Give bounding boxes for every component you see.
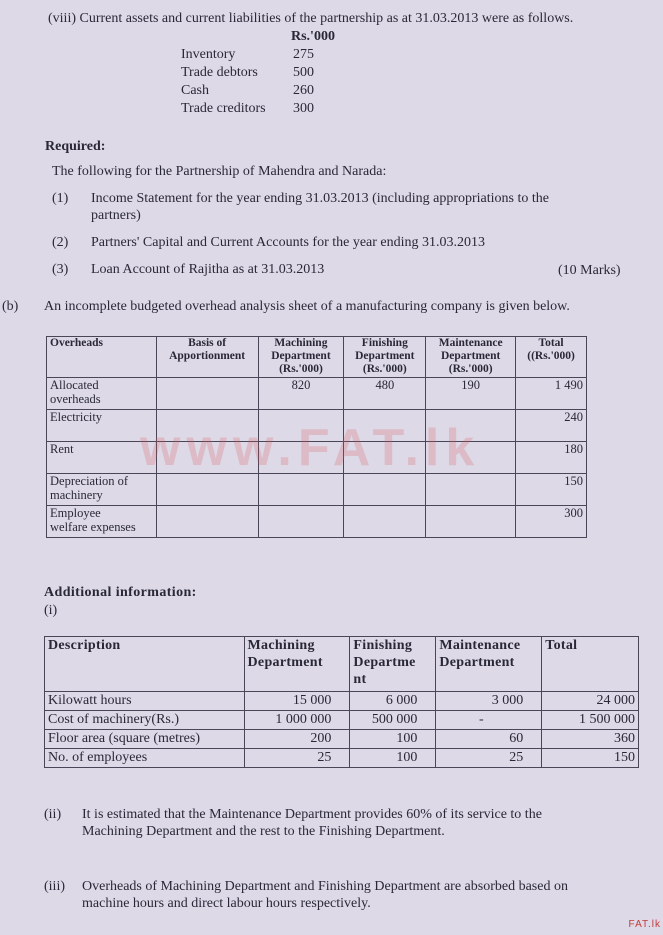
machining-cell: 820: [258, 378, 344, 410]
finishing-cell: 100: [350, 730, 436, 749]
requirement-number: (1): [52, 191, 69, 206]
part-b-text: An incomplete budgeted overhead analysis sheet of a manufacturing company is given below.: [44, 299, 570, 314]
current-asset-value: 500: [293, 65, 314, 80]
column-header: [516, 337, 587, 378]
header-text: Department: [247, 655, 323, 670]
column-header: [45, 637, 245, 692]
current-asset-label: Trade debtors: [181, 65, 258, 80]
finishing-cell: 6 000: [350, 692, 436, 711]
total-cell: 300: [516, 506, 587, 538]
requirement-1-line2: partners): [91, 208, 141, 223]
maintenance-cell: 3 000: [436, 692, 542, 711]
additional-info-table: [44, 636, 639, 768]
item-ii-line2: Machining Department and the rest to the Finishing Department.: [82, 824, 445, 839]
header-text: Department: [271, 350, 331, 362]
table-row: [47, 474, 587, 506]
item-iii-line1: Overheads of Machining Department and Finishing Department are absorbed based on: [82, 879, 568, 894]
corner-watermark: FAT.lk: [628, 919, 661, 930]
header-text: Overheads: [50, 337, 104, 349]
header-text: (Rs.'000): [362, 363, 407, 375]
item-iii-label: (iii): [44, 879, 65, 894]
header-text: (Rs.'000): [279, 363, 323, 375]
required-intro: The following for the Partnership of Mahendra and Narada:: [52, 164, 387, 179]
item-ii-line1: It is estimated that the Maintenance Department provides 60% of its service to the: [82, 807, 542, 822]
header-text: Department: [355, 350, 415, 362]
finishing-cell: 480: [344, 378, 426, 410]
finishing-cell: 500 000: [350, 711, 436, 730]
watermark: www.FAT.lk: [140, 419, 481, 477]
header-text: ((Rs.'000): [527, 350, 575, 362]
header-text: Basis of: [188, 337, 227, 349]
maintenance-cell: 190: [426, 378, 516, 410]
part-b-label: (b): [2, 299, 19, 314]
header-text: Apportionment: [169, 350, 246, 362]
header-text: Finishing: [353, 638, 413, 653]
marks-label: (10 Marks): [558, 263, 621, 278]
table-row: [45, 692, 639, 711]
basis-cell: [156, 474, 258, 506]
current-asset-row: [181, 64, 341, 82]
machining-cell: 200: [244, 730, 350, 749]
header-text: Description: [48, 638, 121, 653]
description-cell: Floor area (square (metres): [45, 730, 245, 749]
current-assets-header: Rs.'000: [291, 29, 335, 44]
item-iii-line2: machine hours and direct labour hours respectively.: [82, 896, 371, 911]
column-header: [258, 337, 344, 378]
overhead-label: Depreciation of machinery: [47, 474, 157, 506]
header-text: Maintenance: [439, 638, 521, 653]
maintenance-cell: [426, 474, 516, 506]
overhead-label: Rent: [47, 442, 157, 474]
column-header: [344, 337, 426, 378]
description-cell: Kilowatt hours: [45, 692, 245, 711]
total-cell: 1 500 000: [542, 711, 639, 730]
current-asset-row: [181, 100, 341, 118]
machining-cell: [258, 474, 344, 506]
description-cell: Cost of machinery(Rs.): [45, 711, 245, 730]
column-header: [436, 637, 542, 692]
column-header: [350, 637, 436, 692]
total-cell: 240: [516, 410, 587, 442]
current-asset-value: 300: [293, 101, 314, 116]
current-asset-label: Cash: [181, 83, 209, 98]
current-asset-row: [181, 82, 341, 100]
machining-cell: 1 000 000: [244, 711, 350, 730]
header-text: Machining: [274, 337, 328, 349]
total-cell: 150: [516, 474, 587, 506]
table-row: [45, 730, 639, 749]
requirement-3-text: Loan Account of Rajitha as at 31.03.2013: [91, 262, 325, 277]
total-cell: 1 490: [516, 378, 587, 410]
table-header-row: [45, 637, 639, 692]
maintenance-cell: 25: [436, 749, 542, 768]
machining-cell: 15 000: [244, 692, 350, 711]
machining-cell: [258, 506, 344, 538]
basis-cell: [156, 378, 258, 410]
column-header: [47, 337, 157, 378]
requirement-number: (3): [52, 262, 69, 277]
maintenance-cell: 60: [436, 730, 542, 749]
header-text: Departme: [353, 655, 416, 670]
maintenance-cell: [426, 506, 516, 538]
current-asset-value: 275: [293, 47, 314, 62]
header-text: Department: [439, 655, 515, 670]
current-asset-value: 260: [293, 83, 314, 98]
header-text: Machining: [247, 638, 315, 653]
table-row: [45, 749, 639, 768]
header-text: Total: [545, 638, 578, 653]
machining-cell: 25: [244, 749, 350, 768]
item-i-label: (i): [44, 603, 58, 618]
maintenance-cell: -: [436, 711, 542, 730]
total-cell: 24 000: [542, 692, 639, 711]
finishing-cell: 100: [350, 749, 436, 768]
header-text: Department: [440, 350, 501, 362]
overhead-label: Electricity: [47, 410, 157, 442]
requirement-2-text: Partners' Capital and Current Accounts for the year ending 31.03.2013: [91, 235, 486, 250]
current-asset-row: [181, 46, 341, 64]
header-text: Total: [538, 337, 564, 349]
finishing-cell: [344, 506, 426, 538]
total-cell: 180: [516, 442, 587, 474]
column-header: [244, 637, 350, 692]
header-text: Maintenance: [438, 337, 503, 349]
header-text: Finishing: [361, 337, 408, 349]
table-row: [47, 378, 587, 410]
additional-info-heading: Additional information:: [44, 585, 197, 600]
total-cell: 360: [542, 730, 639, 749]
item-ii-label: (ii): [44, 807, 62, 822]
description-cell: No. of employees: [45, 749, 245, 768]
basis-cell: [156, 506, 258, 538]
header-text: nt: [353, 672, 367, 687]
table-row: [47, 506, 587, 538]
requirement-1-line1: Income Statement for the year ending 31.03.2013 (including appropriations to the: [91, 191, 549, 206]
header-text: (Rs.'000): [448, 363, 493, 375]
overhead-label: Employee welfare expenses: [47, 506, 157, 538]
overhead-label: Allocated overheads: [47, 378, 157, 410]
column-header: [426, 337, 516, 378]
item-viii-text: (viii) Current assets and current liabilities of the partnership as at 31.03.2013 were as follows.: [48, 11, 574, 26]
column-header: [156, 337, 258, 378]
current-asset-label: Trade creditors: [181, 101, 266, 116]
table-row: [45, 711, 639, 730]
requirement-number: (2): [52, 235, 69, 250]
current-asset-label: Inventory: [181, 47, 236, 62]
column-header: [542, 637, 639, 692]
total-cell: 150: [542, 749, 639, 768]
finishing-cell: [344, 474, 426, 506]
table-header-row: [47, 337, 587, 378]
required-heading: Required:: [45, 139, 106, 154]
